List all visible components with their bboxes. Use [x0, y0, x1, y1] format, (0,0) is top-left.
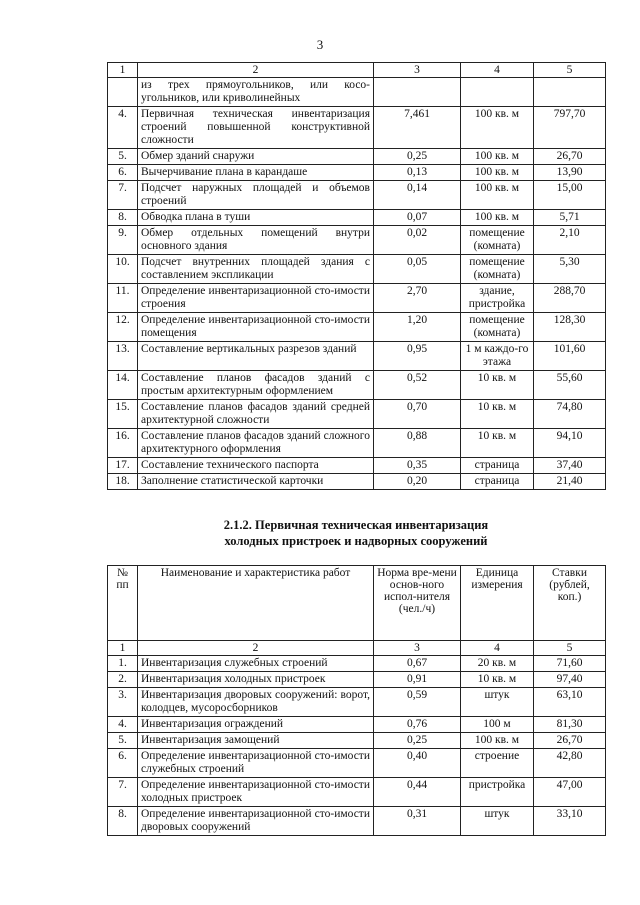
rate-value: 101,60	[534, 342, 606, 371]
rates-table-continued	[107, 62, 606, 490]
time-norm: 0,31	[374, 807, 461, 836]
table-row	[108, 165, 606, 181]
unit-of-measure: помещение (комната)	[461, 226, 534, 255]
outbuildings-rates-table-body	[108, 566, 606, 836]
work-description: Первичная техническая инвентаризация строений повышенной конструктивной сложности	[138, 107, 374, 149]
rate-value: 2,10	[534, 226, 606, 255]
table-row	[108, 474, 606, 490]
unit-of-measure: 10 кв. м	[461, 672, 534, 688]
table-row	[108, 371, 606, 400]
unit-of-measure: здание, пристройка	[461, 284, 534, 313]
column-number: 5	[534, 641, 606, 656]
row-number: 16.	[108, 429, 138, 458]
rate-value: 97,40	[534, 672, 606, 688]
rate-value: 5,30	[534, 255, 606, 284]
work-description: Подсчет внутренних площадей здания с составлением экспликации	[138, 255, 374, 284]
work-description: Составление планов фасадов зданий с простым архитектурным оформлением	[138, 371, 374, 400]
work-description: Подсчет наружных площадей и объемов строений	[138, 181, 374, 210]
row-number: 6.	[108, 749, 138, 778]
unit-of-measure: страница	[461, 474, 534, 490]
table-row	[108, 733, 606, 749]
unit-of-measure: 100 кв. м	[461, 181, 534, 210]
column-number: 2	[138, 63, 374, 78]
rate-value: 21,40	[534, 474, 606, 490]
rates-table-continued-body	[108, 63, 606, 490]
row-number: 8.	[108, 210, 138, 226]
table-row	[108, 778, 606, 807]
time-norm: 7,461	[374, 107, 461, 149]
rate-value: 37,40	[534, 458, 606, 474]
row-number: 11.	[108, 284, 138, 313]
unit-of-measure: 100 м	[461, 717, 534, 733]
unit-of-measure: 10 кв. м	[461, 429, 534, 458]
time-norm: 0,91	[374, 672, 461, 688]
column-number: 4	[461, 641, 534, 656]
row-number: 4.	[108, 717, 138, 733]
outbuildings-rates-table	[107, 565, 606, 836]
table-row	[108, 181, 606, 210]
table-row	[108, 107, 606, 149]
row-number: 1.	[108, 656, 138, 672]
column-numbering-row	[108, 641, 606, 656]
table-row	[108, 656, 606, 672]
table-row	[108, 149, 606, 165]
rate-value: 81,30	[534, 717, 606, 733]
column-number: 1	[108, 641, 138, 656]
work-description: Определение инвентаризационной сто-имости дворовых сооружений	[138, 807, 374, 836]
work-description: Определение инвентаризационной сто-имости служебных строений	[138, 749, 374, 778]
unit-of-measure: 1 м каждо-го этажа	[461, 342, 534, 371]
table-row	[108, 429, 606, 458]
section-title	[107, 517, 605, 549]
time-norm: 0,88	[374, 429, 461, 458]
row-number: 5.	[108, 733, 138, 749]
rate-value: 55,60	[534, 371, 606, 400]
unit-of-measure	[461, 78, 534, 107]
rate-value: 94,10	[534, 429, 606, 458]
work-description: Инвентаризация ограждений	[138, 717, 374, 733]
work-description: Обмер зданий снаружи	[138, 149, 374, 165]
rate-value: 63,10	[534, 688, 606, 717]
work-description: Инвентаризация замощений	[138, 733, 374, 749]
column-number: 3	[374, 641, 461, 656]
row-number	[108, 78, 138, 107]
work-description: Определение инвентаризационной сто-имости строения	[138, 284, 374, 313]
table-row	[108, 313, 606, 342]
rate-value: 26,70	[534, 733, 606, 749]
column-number: 3	[374, 63, 461, 78]
column-number: 1	[108, 63, 138, 78]
table-row	[108, 284, 606, 313]
row-number: 13.	[108, 342, 138, 371]
time-norm: 0,67	[374, 656, 461, 672]
work-description: Определение инвентаризационной сто-имости помещения	[138, 313, 374, 342]
work-description: Вычерчивание плана в карандаше	[138, 165, 374, 181]
time-norm: 2,70	[374, 284, 461, 313]
unit-of-measure: 100 кв. м	[461, 165, 534, 181]
unit-of-measure: 20 кв. м	[461, 656, 534, 672]
row-number: 9.	[108, 226, 138, 255]
table-row	[108, 210, 606, 226]
table-header-row	[108, 566, 606, 641]
row-number: 6.	[108, 165, 138, 181]
header-number: № пп	[108, 566, 138, 641]
unit-of-measure: 100 кв. м	[461, 149, 534, 165]
section-title-line: холодных пристроек и надворных сооружений	[224, 534, 488, 548]
section-title-line: 2.1.2. Первичная техническая инвентаризация	[223, 518, 489, 532]
work-description: Составление вертикальных разрезов зданий	[138, 342, 374, 371]
table-row	[108, 717, 606, 733]
time-norm: 0,02	[374, 226, 461, 255]
work-description: Составление планов фасадов зданий сложного архитектурного оформления	[138, 429, 374, 458]
header-unit: Единица измерения	[461, 566, 534, 641]
time-norm: 1,20	[374, 313, 461, 342]
rate-value: 15,00	[534, 181, 606, 210]
rate-value: 797,70	[534, 107, 606, 149]
unit-of-measure: строение	[461, 749, 534, 778]
table-row	[108, 807, 606, 836]
table-row	[108, 255, 606, 284]
time-norm: 0,13	[374, 165, 461, 181]
time-norm: 0,59	[374, 688, 461, 717]
work-description: из трех прямоугольников, или косо-угольников, или криволинейных	[138, 78, 374, 107]
rate-value: 13,90	[534, 165, 606, 181]
row-number: 2.	[108, 672, 138, 688]
page-number: 3	[316, 37, 324, 52]
header-norm: Норма вре-мени основ-ного испол-нителя (чел./ч)	[374, 566, 461, 641]
header-name: Наименование и характеристика работ	[138, 566, 374, 641]
work-description: Инвентаризация холодных пристроек	[138, 672, 374, 688]
unit-of-measure: штук	[461, 688, 534, 717]
work-description: Составление планов фасадов зданий средней архитектурной сложности	[138, 400, 374, 429]
row-number: 8.	[108, 807, 138, 836]
time-norm: 0,25	[374, 733, 461, 749]
work-description: Инвентаризация дворовых сооружений: ворот, колодцев, мусоросборников	[138, 688, 374, 717]
work-description: Обводка плана в туши	[138, 210, 374, 226]
time-norm: 0,35	[374, 458, 461, 474]
unit-of-measure: помещение (комната)	[461, 313, 534, 342]
rate-value: 5,71	[534, 210, 606, 226]
row-number: 3.	[108, 688, 138, 717]
row-number: 17.	[108, 458, 138, 474]
row-number: 14.	[108, 371, 138, 400]
unit-of-measure: пристройка	[461, 778, 534, 807]
time-norm: 0,05	[374, 255, 461, 284]
time-norm: 0,07	[374, 210, 461, 226]
rate-value: 42,80	[534, 749, 606, 778]
row-number: 10.	[108, 255, 138, 284]
time-norm	[374, 78, 461, 107]
rate-value: 128,30	[534, 313, 606, 342]
row-number: 7.	[108, 181, 138, 210]
unit-of-measure: 100 кв. м	[461, 210, 534, 226]
time-norm: 0,44	[374, 778, 461, 807]
unit-of-measure: помещение (комната)	[461, 255, 534, 284]
table-row	[108, 672, 606, 688]
table-row	[108, 78, 606, 107]
work-description: Инвентаризация служебных строений	[138, 656, 374, 672]
unit-of-measure: 100 кв. м	[461, 107, 534, 149]
rate-value: 74,80	[534, 400, 606, 429]
time-norm: 0,20	[374, 474, 461, 490]
work-description: Определение инвентаризационной сто-имости холодных пристроек	[138, 778, 374, 807]
table-row	[108, 400, 606, 429]
unit-of-measure: страница	[461, 458, 534, 474]
row-number: 7.	[108, 778, 138, 807]
table-row	[108, 226, 606, 255]
time-norm: 0,25	[374, 149, 461, 165]
table-row	[108, 458, 606, 474]
time-norm: 0,70	[374, 400, 461, 429]
rate-value: 26,70	[534, 149, 606, 165]
work-description: Составление технического паспорта	[138, 458, 374, 474]
time-norm: 0,76	[374, 717, 461, 733]
row-number: 18.	[108, 474, 138, 490]
rate-value	[534, 78, 606, 107]
unit-of-measure: 10 кв. м	[461, 400, 534, 429]
time-norm: 0,40	[374, 749, 461, 778]
unit-of-measure: 100 кв. м	[461, 733, 534, 749]
table-row	[108, 749, 606, 778]
unit-of-measure: 10 кв. м	[461, 371, 534, 400]
column-number: 5	[534, 63, 606, 78]
rate-value: 288,70	[534, 284, 606, 313]
rate-value: 71,60	[534, 656, 606, 672]
row-number: 15.	[108, 400, 138, 429]
rate-value: 33,10	[534, 807, 606, 836]
work-description: Обмер отдельных помещений внутри основного здания	[138, 226, 374, 255]
header-rate: Ставки (рублей, коп.)	[534, 566, 606, 641]
time-norm: 0,52	[374, 371, 461, 400]
column-number: 2	[138, 641, 374, 656]
column-number: 4	[461, 63, 534, 78]
work-description: Заполнение статистической карточки	[138, 474, 374, 490]
row-number: 4.	[108, 107, 138, 149]
unit-of-measure: штук	[461, 807, 534, 836]
time-norm: 0,14	[374, 181, 461, 210]
row-number: 5.	[108, 149, 138, 165]
time-norm: 0,95	[374, 342, 461, 371]
table-row	[108, 688, 606, 717]
row-number: 12.	[108, 313, 138, 342]
column-numbering-row	[108, 63, 606, 78]
table-row	[108, 342, 606, 371]
rate-value: 47,00	[534, 778, 606, 807]
